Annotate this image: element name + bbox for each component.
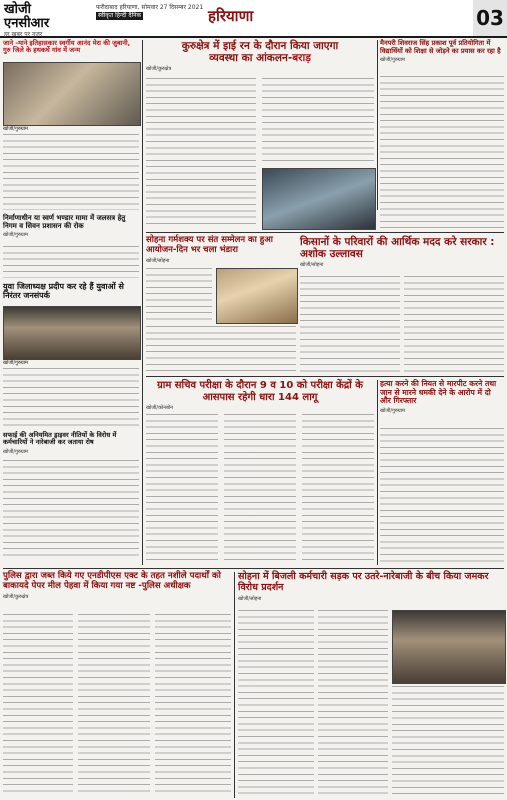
left-story-4-body [3,460,139,560]
left-story-4-byline: खोजी/गुरुग्राम [3,448,28,455]
lead-byline: खोजी/कुरुक्षेत्र [146,66,172,73]
left-story-2 [3,214,139,240]
lead-headline-highlight: बराड़ [292,52,311,65]
left-story-3-headline: युवा जिलाध्यक्ष प्रदीप कर रहे हैं युवाओं से निरंतर जनसंपर्क [3,282,124,301]
left-story-1 [3,40,139,55]
right-top-headline: मैनपरी शिवराज सिंह प्रकाश पूर्व प्रतियोगिता में विद्यार्थियों को शिक्षा से जोड़ने का प्रयास कर रहा है [380,39,501,55]
protest-photo [392,610,506,684]
left-story-3-body [3,368,139,428]
mid-left-story [146,236,296,266]
temple-photo [3,62,141,126]
column-divider [234,572,235,798]
mid-left-byline: खोजी/सोहना [146,257,170,264]
lead-headline-line1: कुरुक्षेत्र में इाई रन के दौरान किया जाएगा [181,40,339,52]
bottom-left-body-col3 [155,614,231,796]
lead-photo [262,168,376,230]
bottom-left-body-col2 [78,614,150,796]
left-story-3-byline: खोजी/गुरुग्राम [3,360,28,366]
edition-date: फरीदाबाद हरियाणा, सोमवार 27 दिसम्बर 2021 [96,4,204,11]
lead-headline-prefix: व्यवस्था का आंकलन- [209,52,293,65]
right-lower-story [380,380,504,416]
bottom-left-body-col1 [3,614,73,796]
bottom-right-body-col2 [318,610,388,798]
mid-left-body [146,268,212,322]
left-story-1-headline: जाने -माने इतिहासकार स्वर्गीय आनंद मेरा की जुबानी, गुरु जिले के हथकर्घे गांव में जन्म [3,39,131,55]
right-lower-headline: हत्या करने की नियत से मारपीट करने तथा जान से मारने धमकी देने के आरोप में दो और गिरफ्तार [380,379,497,406]
right-lower-byline: खोजी/गुरुग्राम [380,408,405,415]
section-title: हरियाणा [208,7,254,25]
bottom-left-byline: खोजी/कुरुक्षेत्र [3,593,29,600]
edition-type: स्वीकृत हिन्दी दैनिक [98,12,142,19]
row-divider [146,376,504,377]
bottom-left-headline: पुलिस द्वारा जब्त किये गए एनडीपीएस एक्ट के तहत नशीले पदार्थों को बाकायदे पेपर मील पेहवा में किया गया नष्ट -पुलिस अधीक्षक [3,571,221,591]
brand-tagline: हर खबर पर नज़र [4,31,43,38]
brand-name: खोजी एनसीआर [4,2,50,31]
bottom-right-body-col1 [238,610,314,798]
mid-left-body-2 [146,326,296,372]
right-top-byline: खोजी/गुरुग्राम [380,57,405,64]
right-top-story [380,40,504,65]
mid-right-headline: किसानों के परिवारों की आर्थिक मदद करे सरकार : अशोक उल्लावस [300,236,495,261]
left-story-2-byline: खोजी/गुरुग्राम [3,232,28,239]
edition-info [96,4,206,20]
saint-gathering-photo [216,268,298,324]
left-story-2-body [3,246,139,278]
page-number: 03 [473,0,507,36]
mid-right-byline: खोजी/सोहना [300,262,324,269]
left-story-4-headline: सफाई की अनियमित ड्राइवर नीतियों के विरोध में कर्मचारियों ने नारेबाजी कर जताया रोष [3,431,117,447]
bottom-right-story [238,572,504,604]
lower-headline: ग्राम सचिव परीक्षा के दौरान 9 व 10 को परीक्षा केंद्रों के आसपास रहेगी धारा 144 लागू [157,380,363,403]
lead-headline-line2 [146,52,374,64]
mid-right-body-col1 [300,276,400,372]
lower-byline: खोजी/कोनबोन [146,405,173,411]
mid-right-story [300,236,504,270]
right-top-body [380,76,504,228]
youth-meeting-photo [3,306,141,360]
right-lower-body [380,428,504,564]
lower-story [146,380,374,413]
column-divider [377,40,378,210]
lead-story [146,40,374,74]
bottom-right-headline: सोहना में बिजली कर्मचारी सड़क पर उतरे-नारेबाजी के बीच किया जमकर विरोध प्रदर्शन [238,571,489,593]
bottom-left-story [3,572,231,602]
left-story-3 [3,282,139,300]
row-divider [146,232,504,233]
lead-body-col1 [146,78,256,228]
brand-logo [4,2,78,38]
left-story-1-body [3,134,139,210]
mid-right-body-col2 [404,276,504,372]
lower-body-col2 [224,414,296,564]
bottom-right-body-col3 [392,686,504,798]
left-story-4 [3,432,139,457]
lower-body-col1 [146,414,218,564]
column-divider [142,40,143,565]
left-story-2-headline: निर्माणाधीन या स्वर्ण भण्डार मामा में जलसत्र हेतु निगम व सिवन प्रशासन की रोक [3,214,126,231]
lower-body-col3 [302,414,374,564]
mid-left-headline: सोहना गर्मशक्य पर संत सम्मेलन का हुआ आयोजन-दिन भर चला भंडारा [146,235,273,255]
row-divider [3,568,504,569]
column-divider [377,380,378,565]
lead-body-col2 [262,78,374,164]
bottom-right-byline: खोजी/सोहना [238,595,262,602]
left-story-1-caption: खोजी/गुरुग्राम [3,126,28,132]
masthead [0,0,507,38]
